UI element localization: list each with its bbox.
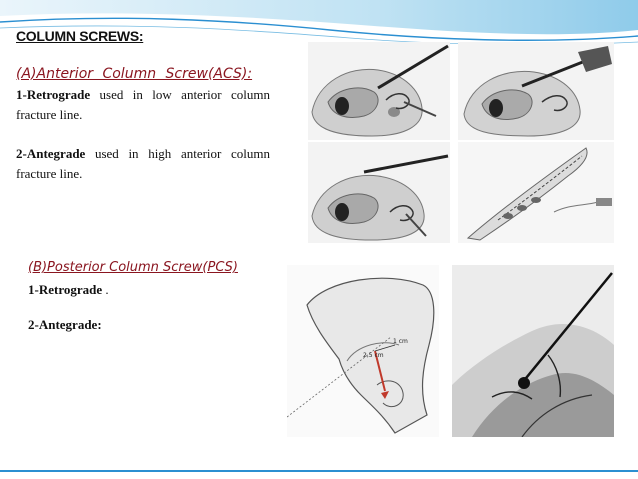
acs-item-retrograde (16, 85, 270, 125)
pcs-item2-label: 2-Antegrade: (28, 317, 102, 332)
pcs-antegrade-photo (452, 265, 614, 437)
acs-item2-label: 2-Antegrade (16, 146, 86, 161)
pcs-item1-text: . (102, 282, 109, 297)
acs-retrograde-photo-1 (308, 42, 450, 140)
bottom-rule (0, 470, 638, 472)
acs-antegrade-photo-1 (308, 142, 450, 243)
pcs-item1-label: 1-Retrograde (28, 282, 103, 297)
pcs-pelvis-diagram (287, 265, 439, 437)
acs-item1-text: used in low anterior column fracture line. (16, 87, 270, 122)
acs-heading: (A)Anterior Column Screw(ACS): (16, 66, 253, 82)
acs-item1-label: 1-Retrograde (16, 87, 91, 102)
pcs-heading: (B)Posterior Column Screw(PCS) (28, 260, 238, 275)
slide-title: COLUMN SCREWS: (16, 28, 144, 44)
acs-xray-drawing (458, 142, 614, 243)
measure-label-2-5cm: 2,5 cm (363, 352, 384, 359)
acs-retrograde-photo-2 (458, 42, 614, 140)
acs-item-antegrade (16, 144, 270, 184)
measure-label-1cm: 1 cm (393, 338, 408, 345)
acs-item2-text: used in high anterior column fracture line. (16, 146, 270, 181)
pcs-item-antegrade (28, 315, 102, 335)
pcs-item-retrograde (28, 280, 109, 300)
